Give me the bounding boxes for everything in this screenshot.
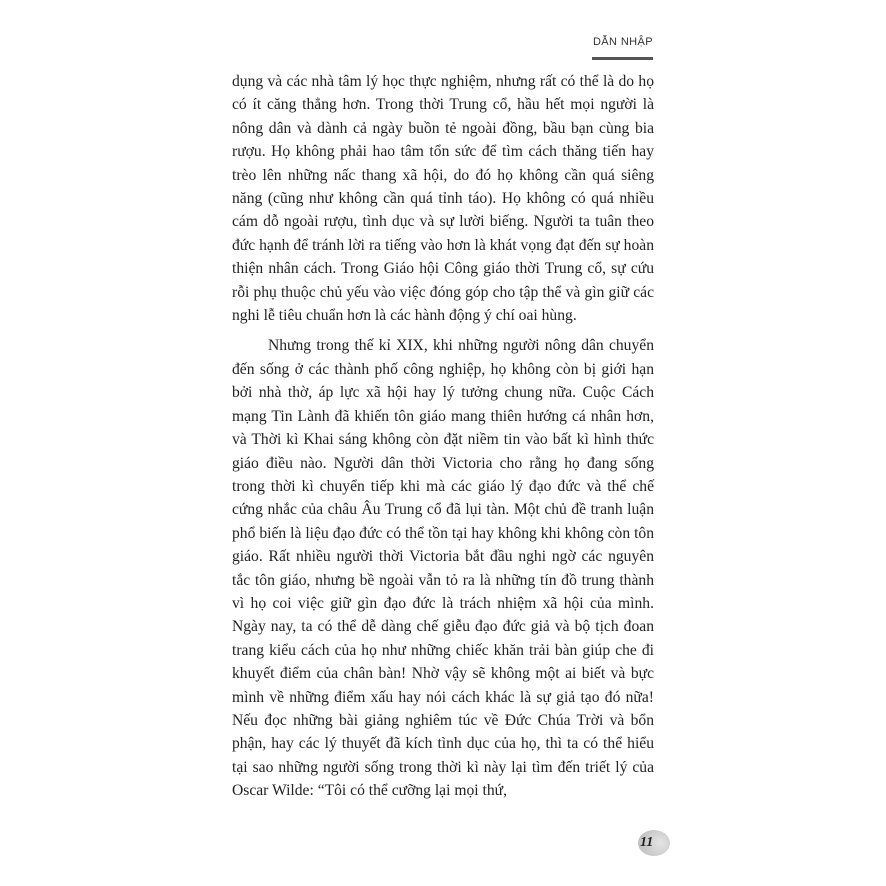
running-header: DẪN NHẬP (592, 36, 653, 48)
page-number-badge (632, 828, 672, 858)
paragraph: Nhưng trong thế kỉ XIX, khi những người nông dân chuyển đến sống ở các thành phố công nghiệp, họ không còn bị giới hạn bởi nhà thờ, áp lực xã hội hay lý tưởng chung nữa. Cuộc Cách mạng Tin Lành đã khiến tôn giáo mang thiên hướng cá nhân hơn, và Thời kì Khai sáng không còn đặt niềm tin vào bất kì hình thức giáo điều nào. Người dân thời Victoria cho rằng họ đang sống trong thời kì chuyển tiếp khi mà các giáo lý đạo đức và thể chế cứng nhắc của châu Âu Trung cổ đã lụi tàn. Một chủ đề tranh luận phổ biến là liệu đạo đức có thể tồn tại hay không khi không còn tôn giáo. Rất nhiều người thời Victoria bắt đầu nghi ngờ các nguyên tắc tôn giáo, nhưng bề ngoài vẫn tỏ ra là những tín đồ trung thành vì họ coi việc giữ gìn đạo đức là trách nhiệm xã hội của mình. Ngày nay, ta có thể dễ dàng chế giễu đạo đức giả và bộ tịch đoan trang kiểu cách của họ như những chiếc khăn trải bàn giúp che đi khuyết điểm của chân bàn! Nhờ vậy sẽ không một ai biết và bực mình về những điểm xấu hay nói cách khác là sự giả tạo đó nữa! Nếu đọc những bài giảng nghiêm túc về Đức Chúa Trời và bổn phận, hay các lý thuyết đã kích tình dục của họ, thì ta có thể hiểu tại sao những người sống trong thời kì này lại tìm đến triết lý của Oscar Wilde: “Tôi có thể cưỡng lại mọi thứ, (232, 337, 654, 800)
page-number: 11 (640, 835, 654, 850)
paragraph-continued: dụng và các nhà tâm lý học thực nghiệm, nhưng rất có thể là do họ có ít căng thẳng hơn. Trong thời Trung cổ, hầu hết mọi người là nông dân và dành cả ngày buồn tẻ ngoài đồng, bầu bạn cùng bia rượu. Họ không phải hao tâm tổn sức để tìm cách thăng tiến hay trèo lên những nấc thang xã hội, do đó họ không cần quá siêng năng (cũng như không cần quá tỉnh táo). Họ không có quá nhiều cám dỗ ngoài rượu, tình dục và sự lười biếng. Người ta tuân theo đức hạnh để tránh lời ra tiếng vào hơn là khát vọng đạt đến sự hoàn thiện nhân cách. Trong Giáo hội Công giáo thời Trung cổ, sự cứu rỗi phụ thuộc chủ yếu vào việc đóng góp cho tập thể và gìn giữ các nghi lễ tiêu chuẩn hơn là các hành động ý chí oai hùng. (232, 73, 654, 325)
header-rule (592, 57, 653, 60)
body-text (232, 70, 654, 803)
